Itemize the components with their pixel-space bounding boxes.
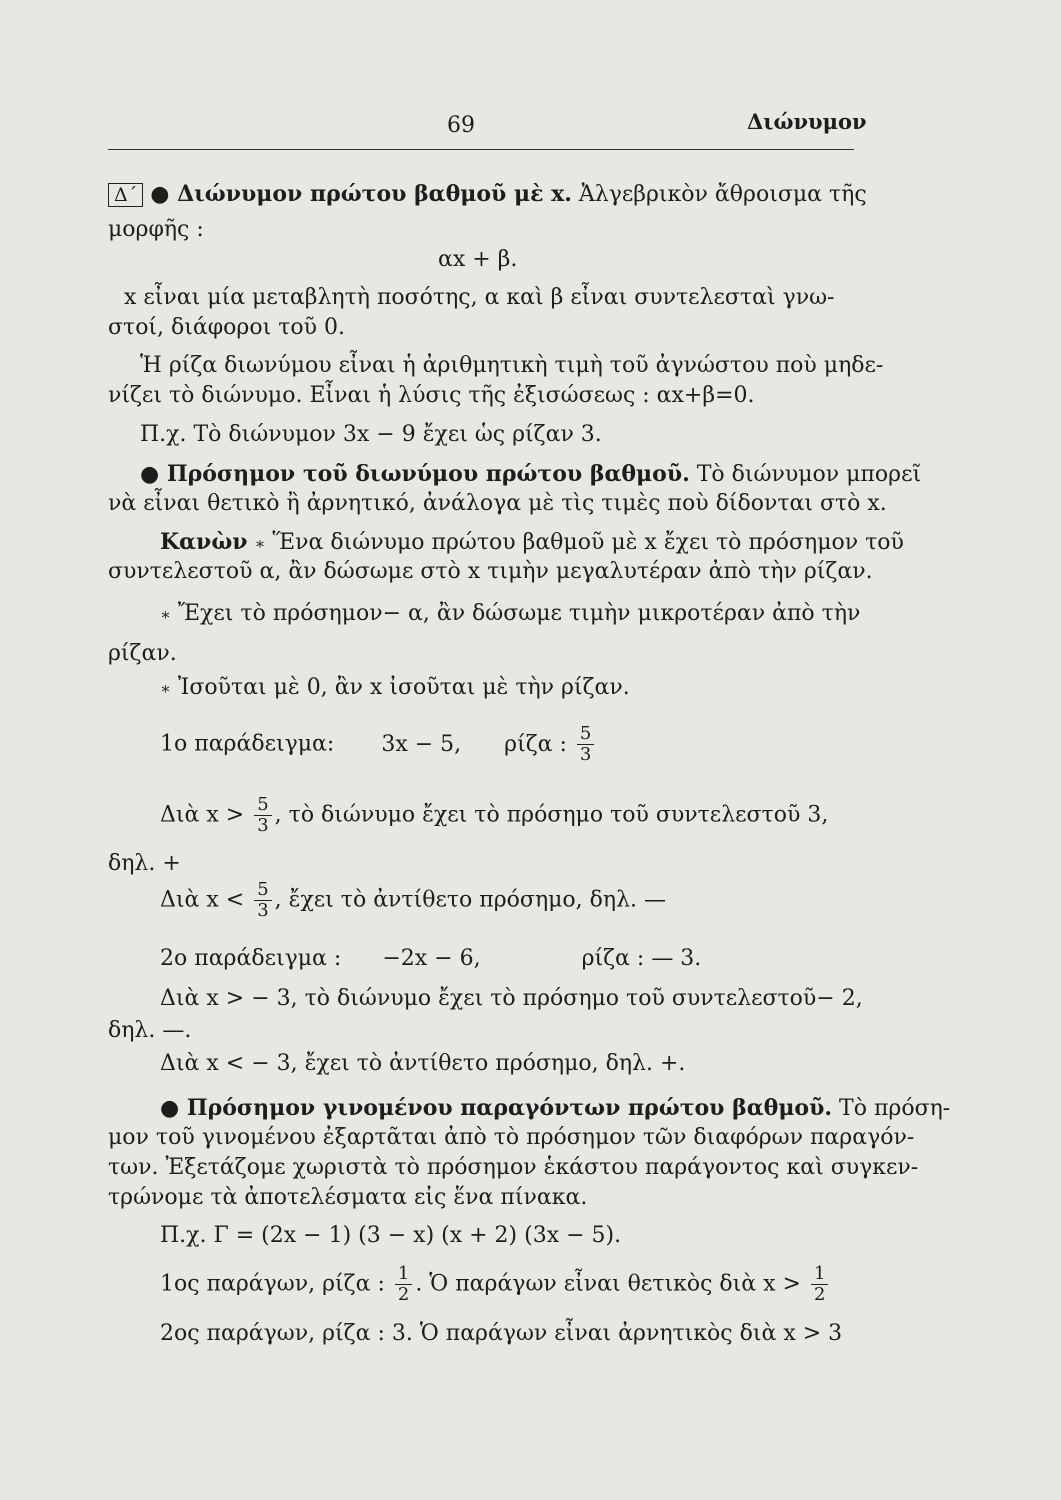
- fraction: $\frac{1}{2}$: [395, 1264, 412, 1305]
- section-intro: Ἀλγεβρικὸν ἄθροισμα τῆς: [578, 182, 867, 207]
- star-icon: ∗: [160, 679, 171, 698]
- fraction: $\frac{5}{3}$: [577, 724, 594, 765]
- star-icon: ∗: [160, 605, 171, 624]
- example1-case2: Διὰ x < $\frac{5}{3}$ , ἔχει τὸ ἀντίθετο πρόσημο, δηλ. —: [160, 879, 667, 921]
- factor1-line: 1ος παράγων, ρίζα : $\frac{1}{2}$ . Ὁ παράγων εἶναι θετικὸς διὰ x > $\frac{1}{2}$: [160, 1264, 831, 1305]
- text-line: Διὰ x > − 3, τὸ διώνυμο ἔχει τὸ πρόσημο τοῦ συντελεστοῦ− 2,: [160, 986, 863, 1011]
- text-line: των. Ἐξετάζομε χωριστὰ τὸ πρόσημον ἑκάστου παράγοντος καὶ συγκεν-: [108, 1155, 919, 1180]
- example2-root: ρίζα : — 3.: [581, 946, 702, 971]
- star-text: Ἰσοῦται μὲ 0, ἂν x ἰσοῦται μὲ τὴν ρίζαν.: [177, 675, 630, 700]
- text-line: δηλ. +: [108, 851, 181, 876]
- sign-text: Τὸ διώνυμον μπορεῖ: [696, 462, 922, 487]
- example1-line: [160, 724, 597, 765]
- text-line: Π.χ. Τὸ διώνυμον 3x − 9 ἔχει ὡς ρίζαν 3.: [140, 422, 602, 447]
- star-icon: ∗: [254, 534, 266, 553]
- section-heading-line: [108, 180, 867, 209]
- running-title: Διώνυμον: [747, 109, 867, 134]
- fraction: $\frac{5}{3}$: [254, 795, 271, 836]
- example1-root-label: ρίζα :: [504, 731, 567, 757]
- text-line: μον τοῦ γινομένου ἐξαρτᾶται ἀπὸ τὸ πρόσημον τῶν διαφόρων παραγόν-: [108, 1125, 915, 1150]
- text-line: δηλ. —.: [108, 1018, 192, 1043]
- star-line: [160, 600, 860, 629]
- example2-label: 2ο παράδειγμα :: [160, 946, 342, 971]
- text-line: νὰ εἶναι θετικὸ ἢ ἀρνητικό, ἀνάλογα μὲ τὶς τιμὲς ποὺ δίδονται στὸ x.: [108, 491, 887, 516]
- text-line: συντελεστοῦ α, ἂν δώσωμε στὸ x τιμὴν μεγαλυτέραν ἀπὸ τὴν ρίζαν.: [108, 559, 873, 584]
- text-line: ρίζαν.: [108, 641, 177, 666]
- header-rule: [108, 149, 854, 150]
- section-intro-cont: μορφῆς :: [108, 217, 204, 242]
- example1-expr: 3x − 5,: [381, 731, 462, 757]
- product-text: Τὸ πρόση-: [839, 1096, 951, 1121]
- sign-heading: ● Πρόσημον τοῦ διωνύμου πρώτου βαθμοῦ.: [140, 461, 690, 487]
- rule-label: Κανὼν: [160, 529, 248, 555]
- rule-line: [160, 528, 904, 558]
- paragraph-heading-line: [140, 460, 921, 489]
- text-line: Διὰ x < − 3, ἔχει τὸ ἀντίθετο πρόσημο, δηλ. +.: [160, 1051, 686, 1076]
- text-line: Π.χ. Γ = (2x − 1) (3 − x) (x + 2) (3x − 5).: [160, 1223, 622, 1248]
- fraction: $\frac{1}{2}$: [811, 1264, 828, 1305]
- example2-expr: −2x − 6,: [382, 946, 481, 971]
- section-label-box: Δ΄: [108, 183, 143, 207]
- star-line: [160, 674, 630, 703]
- example1-label: 1ο παράδειγμα:: [160, 731, 335, 757]
- paragraph-heading-line: [160, 1094, 950, 1123]
- fraction: $\frac{5}{3}$: [254, 880, 271, 921]
- rule-text: Ἕνα διώνυμο πρώτου βαθμοῦ μὲ x ἔχει τὸ πρόσημον τοῦ: [272, 530, 904, 555]
- page-number: 69: [447, 113, 475, 138]
- text-line: τρώνομε τὰ ἀποτελέσματα εἰς ἕνα πίνακα.: [108, 1185, 588, 1210]
- star-text: Ἔχει τὸ πρόσημον− α, ἂν δώσωμε τιμὴν μικροτέραν ἀπὸ τὴν: [177, 601, 861, 626]
- example2-line: [160, 945, 701, 973]
- section-heading: ● Διώνυμον πρώτου βαθμοῦ μὲ x.: [150, 181, 572, 207]
- text-line: νίζει τὸ διώνυμο. Εἶναι ἡ λύσις τῆς ἐξισώσεως : αx+β=0.: [108, 383, 755, 408]
- section-formula: αx + β.: [438, 247, 518, 272]
- text-line: 2ος παράγων, ρίζα : 3. Ὁ παράγων εἶναι ἀρνητικὸς διὰ x > 3: [160, 1321, 843, 1346]
- text-line: x εἶναι μία μεταβλητὴ ποσότης, α καὶ β εἶναι συντελεσταὶ γνω-: [124, 285, 835, 310]
- text-line: Ἡ ρίζα διωνύμου εἶναι ἡ ἀριθμητικὴ τιμὴ τοῦ ἀγνώστου ποὺ μηδε-: [140, 353, 884, 378]
- example1-case1: Διὰ x > $\frac{5}{3}$ , τὸ διώνυμο ἔχει τὸ πρόσημο τοῦ συντελεστοῦ 3,: [160, 794, 829, 836]
- product-heading: ● Πρόσημον γινομένου παραγόντων πρώτου βαθμοῦ.: [160, 1095, 833, 1121]
- text-line: στοί, διάφοροι τοῦ 0.: [108, 315, 345, 340]
